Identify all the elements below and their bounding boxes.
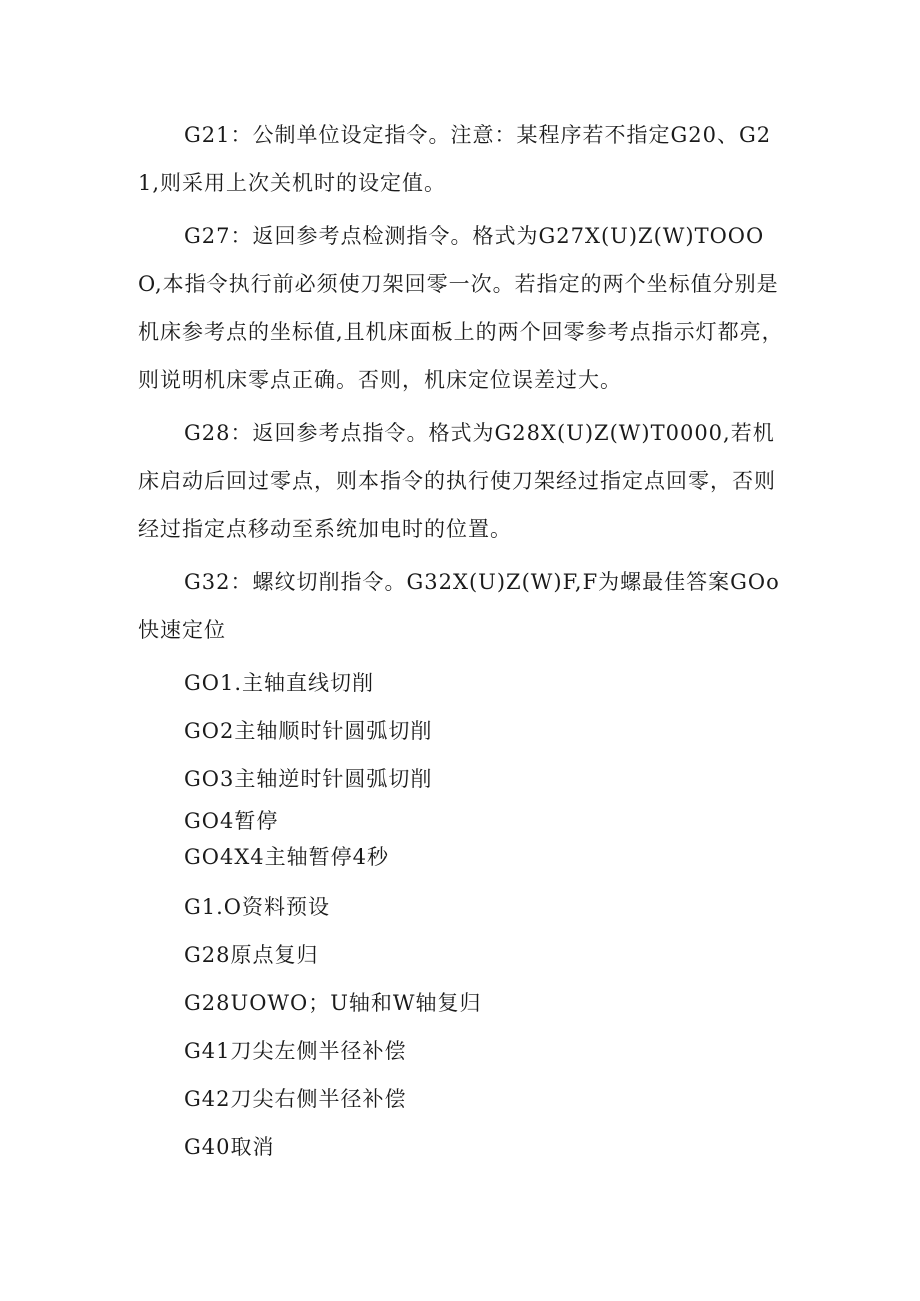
list-item-g28uowo: G28UOWO；U轴和W轴复归 <box>184 991 482 1015</box>
paragraph-g28: G28：返回参考点指令。格式为G28X(U)Z(W)T0000,若机床启动后回过零点，则本指令的执行使刀架经过指定点回零，否则经过指定点移动至系统加电时的位置。 <box>138 421 776 541</box>
list-item-g01: GO1.主轴直线切削 <box>184 671 375 695</box>
list-item-g10: G1.O资料预设 <box>184 895 331 919</box>
command-list <box>138 659 786 1171</box>
paragraph-g32: G32：螺纹切削指令。G32X(U)Z(W)F,F为螺最佳答案GOo快速定位 <box>138 570 780 642</box>
list-item-g04x4: GO4X4主轴暂停4秒 <box>184 845 390 869</box>
list-item-g03: GO3主轴逆时针圆弧切削 <box>184 767 433 791</box>
paragraph-g27: G27：返回参考点检测指令。格式为G27X(U)Z(W)TOOOO,本指令执行前必须使刀架回零一次。若指定的两个坐标值分别是机床参考点的坐标值,且机床面板上的两个回零参考点指示灯都亮，则说明机床零点正确。否则，机床定位误差过大。 <box>138 224 784 392</box>
list-item-g42: G42刀尖右侧半径补偿 <box>184 1087 407 1111</box>
document-body <box>138 111 786 1171</box>
list-item-g41: G41刀尖左侧半径补偿 <box>184 1039 407 1063</box>
list-item-g02: GO2主轴顺时针圆弧切削 <box>184 719 433 743</box>
list-item-g40: G40取消 <box>184 1135 275 1159</box>
list-item-g04: GO4暂停 <box>184 809 279 833</box>
paragraph-g21: G21：公制单位设定指令。注意：某程序若不指定G20、G21,则采用上次关机时的设定值。 <box>138 123 772 195</box>
list-item-g28: G28原点复归 <box>184 943 319 967</box>
